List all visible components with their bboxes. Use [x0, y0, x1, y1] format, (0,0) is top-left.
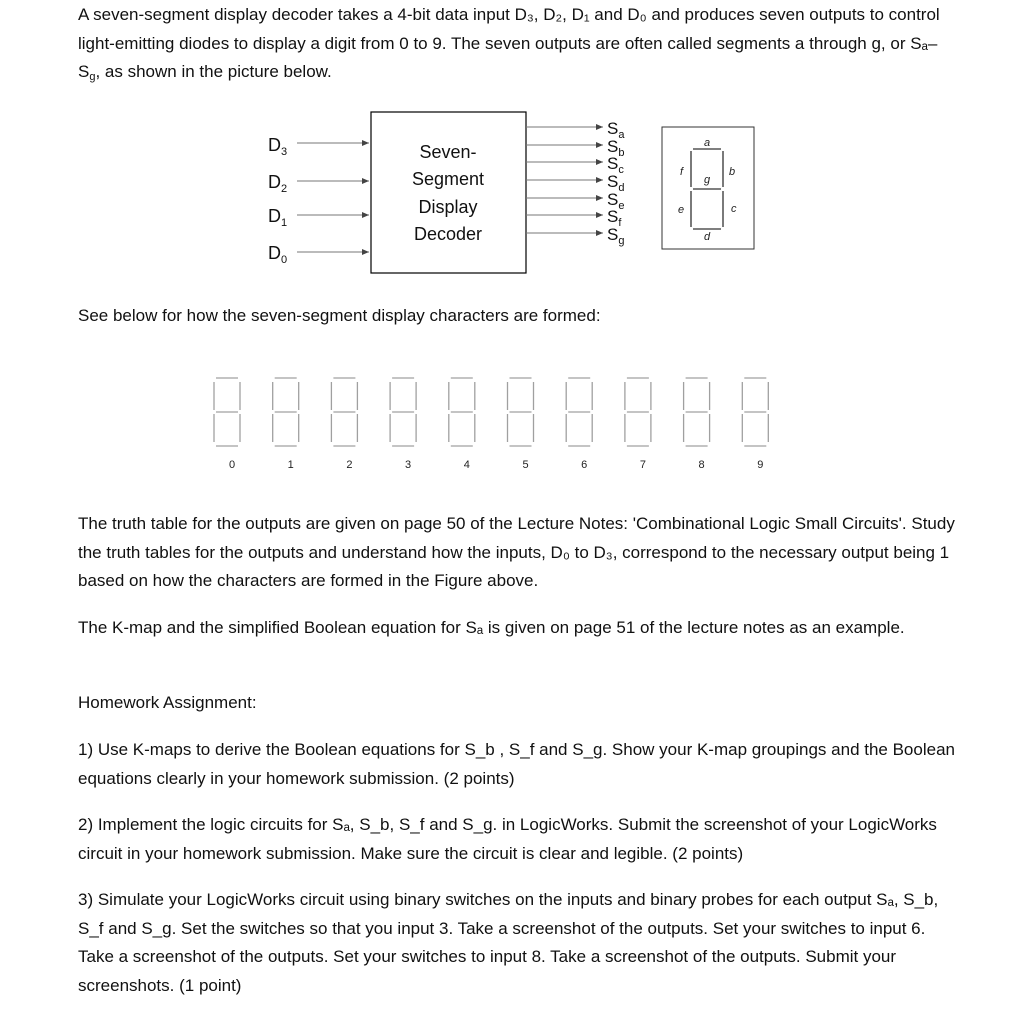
decoder-box-line: Decoder — [413, 224, 483, 244]
digit-figure-9 — [742, 378, 768, 446]
output-label-sb: $S_b$ — [607, 137, 625, 159]
question-1: 1) Use K-maps to derive the Boolean equations for S_b , S_f and S_g. Show your K-map groupings and the Boolean equations clearly in your homework submission. (2 points) — [78, 740, 955, 788]
input-label-d3: $D_3$ — [268, 135, 288, 158]
digit-figure-6 — [566, 378, 592, 446]
input-labels — [268, 135, 287, 266]
digit-figure-3 — [390, 378, 416, 446]
decoder-box-line: Display — [418, 197, 478, 217]
digit-figure-0 — [214, 378, 240, 446]
segment-letter-f: f — [680, 166, 684, 178]
segment-letter-a: a — [704, 137, 711, 149]
intro-text: A seven-segment display decoder takes a 4-bit data input D₃, D₂, D₁ and D₀ and produces seven outputs to control light-emitting diodes to display a digit from 0 to 9. The seven outputs are often called segments a through g, or Sₐ–S — [78, 5, 940, 81]
digit-label-1: 1 — [287, 459, 294, 471]
decoder-box — [371, 112, 526, 273]
kmap-paragraph: The K-map and the simplified Boolean equation for Sₐ is given on page 51 of the lecture notes as an example. — [78, 618, 905, 637]
digit-figure-2 — [331, 378, 357, 446]
segment-letter-d: d — [704, 231, 711, 243]
digit-figure-8 — [684, 378, 710, 446]
homework-title: Homework Assignment: — [78, 693, 257, 712]
digit-label-4: 4 — [463, 459, 470, 471]
digit-label-7: 7 — [639, 459, 646, 471]
digit-label-6: 6 — [581, 459, 588, 471]
input-label-d2: $D_2$ — [268, 172, 288, 195]
digit-figure-5 — [508, 378, 534, 446]
output-label-sf: $S_f$ — [607, 207, 622, 229]
output-label-sd: $S_d$ — [607, 172, 625, 194]
digit-label-3: 3 — [405, 459, 412, 471]
input-label-d0: $D_0$ — [268, 243, 288, 266]
segment-letter-e: e — [678, 204, 685, 216]
truth-table-paragraph: The truth table for the outputs are given on page 50 of the Lecture Notes: 'Combinational Logic Small Circuits'. Study the truth tables for the outputs and understand how the inputs, D₀ to D₃, correspond to the necessary output being 1 based on how the characters are formed in the Figure above. — [78, 514, 955, 590]
output-label-se: $S_e$ — [607, 190, 625, 212]
output-label-sc: $S_c$ — [607, 154, 624, 176]
decoder-box-line: Segment — [411, 169, 485, 189]
intro-sub-g: g — [89, 71, 96, 83]
digit-label-0: 0 — [228, 459, 236, 471]
digit-label-9: 9 — [757, 459, 764, 471]
segment-letter-g: g — [704, 174, 711, 186]
digit-figure-7 — [625, 378, 651, 446]
decoder-box-line: Seven- — [419, 142, 477, 162]
output-arrows — [526, 127, 603, 233]
question-3: 3) Simulate your LogicWorks circuit using binary switches on the inputs and binary probes for each output Sₐ, S_b, S_f and S_g. Set the switches so that you input 3. Take a screenshot of the outputs. Set your switches to input 6. Take a screenshot of the outputs. Set your switches to input 8. Take a screenshot of the outputs. Submit your screenshots. (1 point) — [78, 890, 939, 995]
intro-text-tail: , as shown in the picture below. — [95, 62, 332, 81]
digit-label-2: 2 — [346, 459, 353, 471]
digit-label-8: 8 — [698, 459, 705, 471]
segment-letter-b: b — [729, 166, 736, 178]
digit-figure-4 — [449, 378, 475, 446]
output-label-sg: $S_g$ — [607, 225, 625, 247]
decoder-diagram — [0, 0, 1024, 300]
question-2: 2) Implement the logic circuits for Sₐ, S_b, S_f and S_g. in LogicWorks. Submit the screenshot of your LogicWorks circuit in your homework submission. Make sure the circuit is clear and legible. (2 points) — [78, 815, 937, 863]
output-labels — [607, 119, 625, 247]
output-label-sa: $S_a$ — [607, 119, 625, 141]
segment-letter-c: c — [731, 203, 737, 215]
digit-label-5: 5 — [522, 459, 529, 471]
digit-figure-1 — [273, 378, 299, 446]
see-below-text: See below for how the seven-segment display characters are formed: — [78, 306, 601, 325]
input-label-d1: $D_1$ — [268, 206, 288, 229]
